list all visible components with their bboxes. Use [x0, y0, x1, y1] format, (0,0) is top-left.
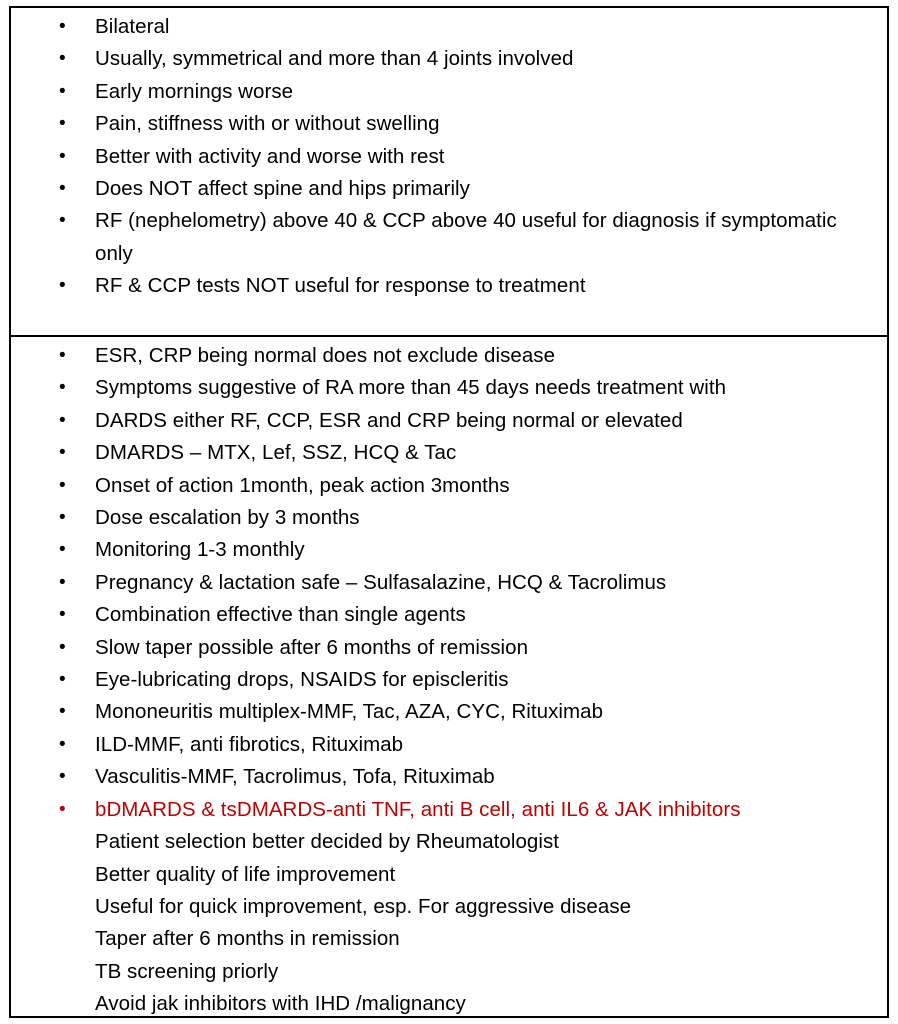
list-item-text: Early mornings worse [95, 79, 294, 103]
list-item [11, 956, 887, 988]
bullet-icon: • [59, 636, 66, 658]
list-item-text: RF (nephelometry) above 40 & CCP above 40 useful for diagnosis if symptomatic only [95, 209, 837, 265]
list-item-text: Pregnancy & lactation safe – Sulfasalazine, HCQ & Tacrolimus [95, 570, 667, 594]
bullet-icon: • [59, 80, 66, 102]
list-item [11, 664, 887, 696]
list-item [11, 988, 887, 1020]
list-item [11, 372, 887, 404]
list-item-text: Usually, symmetrical and more than 4 joints involved [95, 47, 574, 71]
bullet-icon: • [59, 113, 66, 135]
list-item [11, 141, 887, 173]
list-item [11, 632, 887, 664]
list-item [11, 729, 887, 761]
bullet-icon: • [59, 701, 66, 723]
list-item [11, 826, 887, 858]
list-item [11, 205, 887, 270]
list-item [11, 599, 887, 631]
list-item-text: Slow taper possible after 6 months of remission [95, 635, 529, 659]
list-item [11, 923, 887, 955]
list-item [11, 696, 887, 728]
list-item [11, 270, 887, 302]
list-item [11, 340, 887, 372]
list-item [11, 437, 887, 469]
bullet-list-investigations-and-treatment [11, 340, 887, 1021]
bullet-icon: • [59, 275, 66, 297]
bullet-icon: • [59, 345, 66, 366]
list-item-text: Bilateral [95, 15, 170, 38]
bullet-icon: • [59, 16, 66, 37]
list-item-text: Dose escalation by 3 months [95, 506, 360, 530]
list-item [11, 567, 887, 599]
list-item [11, 470, 887, 502]
list-item [11, 502, 887, 534]
list-item-text: Monitoring 1-3 monthly [95, 538, 305, 562]
list-item-text: ILD-MMF, anti fibrotics, Rituximab [95, 732, 404, 756]
list-item-text: TB screening priorly [95, 959, 279, 983]
list-item-text: Pain, stiffness with or without swelling [95, 112, 440, 136]
list-item-text: Eye-lubricating drops, NSAIDS for episcleritis [95, 668, 509, 692]
list-item-text: Symptoms suggestive of RA more than 45 days needs treatment with [95, 376, 727, 400]
list-item-text: Taper after 6 months in remission [95, 927, 400, 951]
list-item [11, 761, 887, 793]
bullet-icon: • [59, 507, 66, 529]
list-item [11, 173, 887, 205]
bullet-icon: • [59, 48, 66, 70]
list-item-text: Onset of action 1month, peak action 3months [95, 473, 510, 497]
list-item-text: Useful for quick improvement, esp. For aggressive disease [95, 894, 632, 918]
bullet-icon: • [59, 377, 66, 399]
list-item-text: Avoid jak inhibitors with IHD /malignancy [95, 992, 466, 1016]
list-item [11, 405, 887, 437]
bullet-icon: • [59, 539, 66, 561]
list-item-text: Vasculitis-MMF, Tacrolimus, Tofa, Rituximab [95, 765, 495, 789]
list-item-text: Combination effective than single agents [95, 603, 466, 627]
list-item [11, 891, 887, 923]
bullet-list-clinical-features [11, 11, 887, 303]
bullet-icon: • [59, 604, 66, 626]
bullet-icon: • [59, 442, 66, 464]
list-item-text: bDMARDS & tsDMARDS-anti TNF, anti B cell, anti IL6 & JAK inhibitors [95, 797, 741, 821]
bullet-icon: • [59, 766, 66, 788]
list-item [11, 534, 887, 566]
content-table [9, 6, 889, 1018]
bullet-icon: • [59, 733, 66, 755]
bullet-icon: • [59, 145, 66, 167]
list-item-text: Better with activity and worse with rest [95, 144, 445, 168]
list-item-text: Mononeuritis multiplex-MMF, Tac, AZA, CYC, Rituximab [95, 700, 604, 724]
bullet-icon: • [59, 474, 66, 496]
list-item [11, 859, 887, 891]
list-item-text: DARDS either RF, CCP, ESR and CRP being normal or elevated [95, 408, 683, 432]
table-row-clinical-features [11, 8, 887, 337]
list-item [11, 76, 887, 108]
list-item [11, 11, 887, 43]
bullet-icon: • [59, 210, 66, 232]
table-row-investigations-and-treatment [11, 337, 887, 1016]
list-item [11, 43, 887, 75]
list-item-text: RF & CCP tests NOT useful for response to treatment [95, 274, 586, 298]
bullet-icon: • [59, 178, 66, 200]
bullet-icon: • [59, 669, 66, 691]
bullet-icon: • [59, 798, 66, 820]
list-item-text: Better quality of life improvement [95, 862, 396, 886]
list-item-text: Does NOT affect spine and hips primarily [95, 177, 470, 201]
list-item [11, 108, 887, 140]
list-item-text: ESR, CRP being normal does not exclude disease [95, 344, 556, 367]
list-item-text: DMARDS – MTX, Lef, SSZ, HCQ & Tac [95, 441, 457, 465]
bullet-icon: • [59, 571, 66, 593]
list-item-text: Patient selection better decided by Rheumatologist [95, 830, 560, 854]
list-item [11, 794, 887, 826]
bullet-icon: • [59, 409, 66, 431]
